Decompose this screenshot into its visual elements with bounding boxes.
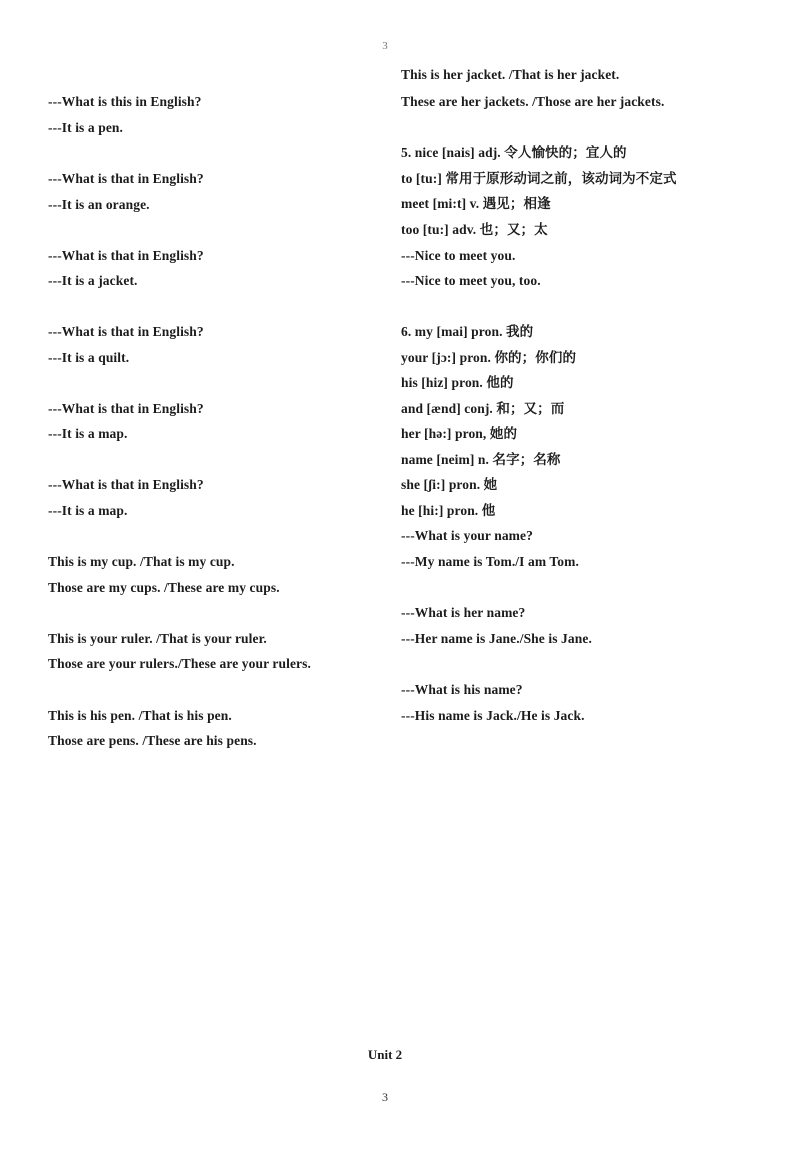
text-line: Those are my cups. /These are my cups. [48, 580, 280, 595]
text-line: ---Her name is Jane./She is Jane. [401, 631, 592, 646]
text-line: Those are pens. /These are his pens. [48, 733, 257, 748]
text-line: his [hiz] pron. 他的 [401, 375, 514, 390]
text-line: meet [mi:t] v. 遇见；相逢 [401, 196, 551, 211]
text-line: ---It is a pen. [48, 120, 123, 135]
text-line: ---What is her name? [401, 605, 526, 620]
text-line: This is my cup. /That is my cup. [48, 554, 235, 569]
text-line: 6. my [mai] pron. 我的 [401, 324, 534, 339]
text-line: she [ʃi:] pron. 她 [401, 477, 498, 492]
text-line: ---Nice to meet you. [401, 248, 516, 263]
text-line: ---It is a map. [48, 426, 128, 441]
text-line: ---It is a jacket. [48, 273, 138, 288]
footer-unit-label: Unit 2 [367, 1047, 403, 1062]
text-line: ---It is an orange. [48, 197, 150, 212]
text-line: ---His name is Jack./He is Jack. [401, 708, 585, 723]
text-line: Those are your rulers./These are your rulers. [48, 656, 311, 671]
text-line: This is her jacket. /That is her jacket. [401, 67, 620, 82]
text-line: ---What is his name? [401, 682, 523, 697]
text-line: ---It is a map. [48, 503, 128, 518]
page-number-top: 3 [382, 40, 388, 52]
text-line: ---What is that in English? [48, 477, 204, 492]
text-line: ---What is that in English? [48, 171, 204, 186]
text-line: ---What is that in English? [48, 401, 204, 416]
text-line: too [tu:] adv. 也；又；太 [401, 222, 548, 237]
page-number-bottom: 3 [382, 1090, 388, 1104]
text-line: This is your ruler. /That is your ruler. [48, 631, 267, 646]
text-line: he [hi:] pron. 他 [401, 503, 496, 518]
text-line: 5. nice [nais] adj. 令人愉快的；宜人的 [401, 145, 627, 160]
text-line: ---What is that in English? [48, 248, 204, 263]
text-line: ---Nice to meet you, too. [401, 273, 541, 288]
text-line: ---What is your name? [401, 528, 533, 543]
text-line: ---My name is Tom./I am Tom. [401, 554, 579, 569]
text-line: These are her jackets. /Those are her jackets. [401, 94, 665, 109]
text-line: her [hə:] pron, 她的 [401, 426, 518, 441]
text-line: your [jɔ:] pron. 你的；你们的 [401, 350, 577, 365]
text-line: ---It is a quilt. [48, 350, 130, 365]
text-line: and [ænd] conj. 和；又；而 [401, 401, 565, 416]
text-line: to [tu:] 常用于原形动词之前，该动词为不定式 [401, 171, 677, 186]
text-line: ---What is this in English? [48, 94, 202, 109]
text-line: This is his pen. /That is his pen. [48, 708, 232, 723]
text-line: name [neim] n. 名字；名称 [401, 452, 561, 467]
text-line: ---What is that in English? [48, 324, 204, 339]
